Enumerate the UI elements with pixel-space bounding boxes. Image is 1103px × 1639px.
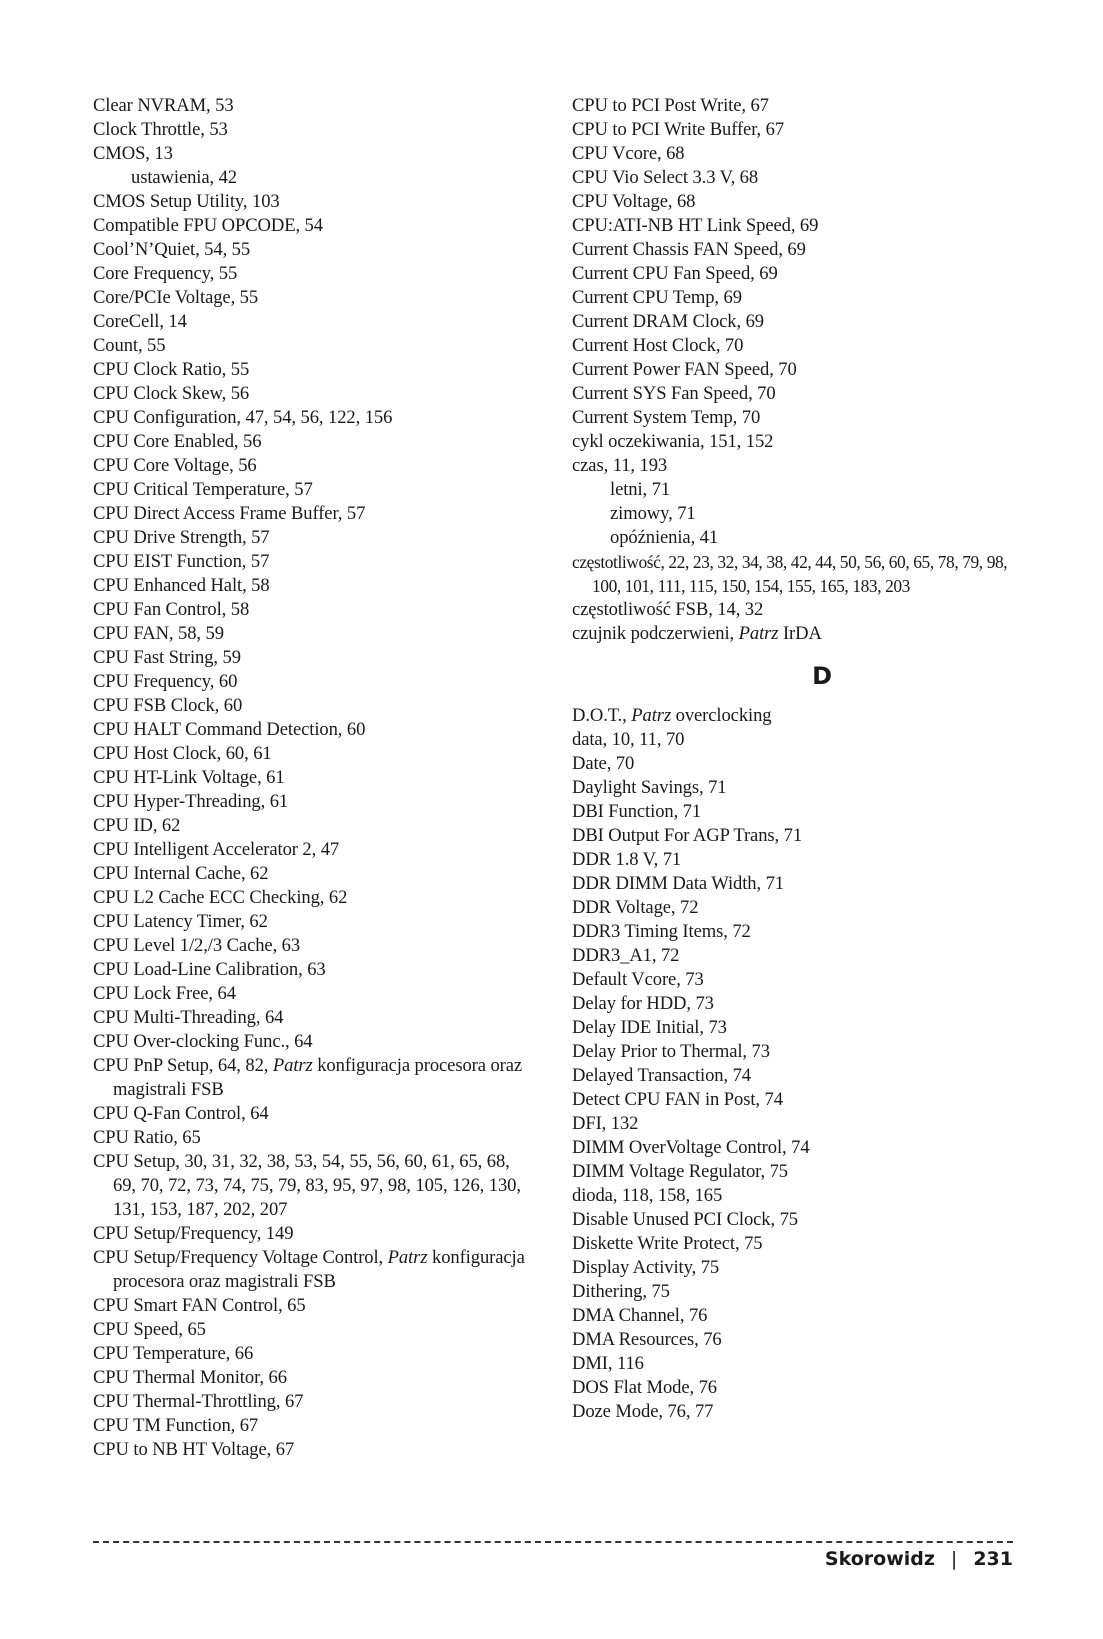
index-entry: CPU Speed, 65: [93, 1319, 206, 1340]
index-entry: CPU Over-clocking Func., 64: [93, 1031, 313, 1052]
index-entry: Core/PCIe Voltage, 55: [93, 287, 259, 308]
index-entry: CPU Multi-Threading, 64: [93, 1007, 284, 1028]
index-subentry: ustawienia, 42: [131, 167, 238, 188]
index-entry: Current DRAM Clock, 69: [572, 311, 764, 332]
section-letter-heading: D: [812, 662, 832, 690]
index-entry: DDR DIMM Data Width, 71: [572, 873, 784, 894]
index-entry: DDR3 Timing Items, 72: [572, 921, 751, 942]
index-entry: Delay Prior to Thermal, 73: [572, 1041, 770, 1062]
index-entry: DIMM Voltage Regulator, 75: [572, 1161, 788, 1182]
index-entry: DMA Channel, 76: [572, 1305, 708, 1326]
index-entry: D.O.T., Patrz overclocking: [572, 705, 772, 726]
index-entry: CPU Configuration, 47, 54, 56, 122, 156: [93, 407, 393, 428]
index-entry: CPU Setup/Frequency Voltage Control, Patrz konfiguracja procesora oraz magistrali FSB: [93, 1247, 525, 1292]
index-entry: Current Chassis FAN Speed, 69: [572, 239, 806, 260]
index-entry: Core Frequency, 55: [93, 263, 238, 284]
index-entry: Date, 70: [572, 753, 635, 774]
index-entry: CPU Level 1/2,/3 Cache, 63: [93, 935, 301, 956]
index-entry: Current Power FAN Speed, 70: [572, 359, 797, 380]
index-entry: Disable Unused PCI Clock, 75: [572, 1209, 798, 1230]
index-entry: CPU EIST Function, 57: [93, 551, 270, 572]
index-entry: CPU Q-Fan Control, 64: [93, 1103, 269, 1124]
index-entry: Delayed Transaction, 74: [572, 1065, 751, 1086]
index-entry: Current System Temp, 70: [572, 407, 761, 428]
index-entry: CPU Critical Temperature, 57: [93, 479, 313, 500]
index-entry: czujnik podczerwieni, Patrz IrDA: [572, 623, 822, 644]
index-entry: Delay for HDD, 73: [572, 993, 714, 1014]
index-subentry: opóźnienia, 41: [610, 527, 719, 548]
index-entry: Display Activity, 75: [572, 1257, 720, 1278]
index-column-left: [93, 94, 533, 1462]
see-reference: Patrz: [738, 623, 779, 644]
index-entry: Current CPU Fan Speed, 69: [572, 263, 778, 284]
footer-divider: [93, 1541, 1013, 1543]
index-entry: DFI, 132: [572, 1113, 639, 1134]
index-entry: CPU L2 Cache ECC Checking, 62: [93, 887, 348, 908]
index-entry: Dithering, 75: [572, 1281, 670, 1302]
index-entry: CPU HALT Command Detection, 60: [93, 719, 366, 740]
index-entry: CPU:ATI-NB HT Link Speed, 69: [572, 215, 819, 236]
index-entry: CPU Direct Access Frame Buffer, 57: [93, 503, 366, 524]
index-subentry: letni, 71: [610, 479, 671, 500]
index-entry: DDR 1.8 V, 71: [572, 849, 682, 870]
index-entry: DOS Flat Mode, 76: [572, 1377, 717, 1398]
index-entry: CPU Internal Cache, 62: [93, 863, 269, 884]
index-entry: DDR Voltage, 72: [572, 897, 699, 918]
index-entry: CPU Core Voltage, 56: [93, 455, 257, 476]
index-subentry: zimowy, 71: [610, 503, 696, 524]
index-entry: CPU Smart FAN Control, 65: [93, 1295, 306, 1316]
index-entry: Default Vcore, 73: [572, 969, 704, 990]
index-entry: Current Host Clock, 70: [572, 335, 744, 356]
index-entry: częstotliwość, 22, 23, 32, 34, 38, 42, 44, 50, 56, 60, 65, 78, 79, 98, 100, 101, 111, 115, 150, 154, 155, 165, 183, 203: [572, 552, 1008, 596]
index-entry: CPU Hyper-Threading, 61: [93, 791, 289, 812]
index-entry: CPU Lock Free, 64: [93, 983, 236, 1004]
index-entry: CPU Temperature, 66: [93, 1343, 254, 1364]
index-entries-c: [572, 94, 1012, 646]
index-entry: Current CPU Temp, 69: [572, 287, 742, 308]
index-entry: cykl oczekiwania, 151, 152: [572, 431, 774, 452]
see-reference: Patrz: [272, 1055, 313, 1076]
index-entry: CPU Vcore, 68: [572, 143, 685, 164]
index-entry: DBI Function, 71: [572, 801, 702, 822]
index-entry: CPU ID, 62: [93, 815, 181, 836]
index-entry: Current SYS Fan Speed, 70: [572, 383, 776, 404]
index-entry: Diskette Write Protect, 75: [572, 1233, 763, 1254]
index-entry: Daylight Savings, 71: [572, 777, 727, 798]
index-entry: czas, 11, 193: [572, 455, 668, 476]
index-entry: CPU to NB HT Voltage, 67: [93, 1439, 295, 1460]
index-entry: Detect CPU FAN in Post, 74: [572, 1089, 783, 1110]
page-number: 231: [973, 1548, 1013, 1570]
footer-separator: |: [950, 1548, 958, 1570]
index-entry: CoreCell, 14: [93, 311, 187, 332]
index-entry: CPU Thermal Monitor, 66: [93, 1367, 287, 1388]
index-entry: CPU Host Clock, 60, 61: [93, 743, 272, 764]
index-entry: CPU Load-Line Calibration, 63: [93, 959, 326, 980]
index-entry: CPU Frequency, 60: [93, 671, 238, 692]
index-entry: Clock Throttle, 53: [93, 119, 228, 140]
index-entry: CPU Setup, 30, 31, 32, 38, 53, 54, 55, 56, 60, 61, 65, 68, 69, 70, 72, 73, 74, 75, 79, 83, 95, 97, 98, 105, 126, 130, 131, 153, 187, 202, 207: [93, 1151, 521, 1220]
index-entry: DBI Output For AGP Trans, 71: [572, 825, 803, 846]
index-entry: CPU Intelligent Accelerator 2, 47: [93, 839, 340, 860]
index-entry: CPU Latency Timer, 62: [93, 911, 268, 932]
index-entry: CPU PnP Setup, 64, 82, Patrz konfiguracja procesora oraz magistrali FSB: [93, 1055, 523, 1100]
index-entry: DMA Resources, 76: [572, 1329, 722, 1350]
index-entry: DIMM OverVoltage Control, 74: [572, 1137, 810, 1158]
see-reference: Patrz: [631, 705, 672, 726]
index-entry: CPU TM Function, 67: [93, 1415, 259, 1436]
index-entry: CPU Ratio, 65: [93, 1127, 201, 1148]
page-footer: [825, 1548, 1013, 1570]
index-entry: CPU Core Enabled, 56: [93, 431, 262, 452]
index-entry: CPU Fan Control, 58: [93, 599, 250, 620]
footer-label: Skorowidz: [824, 1548, 935, 1570]
index-entry: CMOS, 13: [93, 143, 173, 164]
index-entry: Compatible FPU OPCODE, 54: [93, 215, 323, 236]
index-entries-d: [572, 704, 1012, 1424]
index-column-right: [572, 94, 1012, 1424]
index-entry: CPU Enhanced Halt, 58: [93, 575, 270, 596]
index-entry: CPU FAN, 58, 59: [93, 623, 224, 644]
index-entry: CPU Clock Skew, 56: [93, 383, 250, 404]
index-entry: Count, 55: [93, 335, 166, 356]
index-entry: CPU to PCI Write Buffer, 67: [572, 119, 785, 140]
index-entry: CMOS Setup Utility, 103: [93, 191, 280, 212]
index-entry: CPU Drive Strength, 57: [93, 527, 270, 548]
see-reference: Patrz: [387, 1247, 428, 1268]
index-entry: Delay IDE Initial, 73: [572, 1017, 727, 1038]
index-entry: data, 10, 11, 70: [572, 729, 685, 750]
index-entry: Clear NVRAM, 53: [93, 95, 234, 116]
index-entry: CPU Vio Select 3.3 V, 68: [572, 167, 759, 188]
index-entry: DMI, 116: [572, 1353, 644, 1374]
index-entry: CPU FSB Clock, 60: [93, 695, 243, 716]
index-entry: DDR3_A1, 72: [572, 945, 680, 966]
index-entry: CPU Clock Ratio, 55: [93, 359, 250, 380]
index-entry: CPU Setup/Frequency, 149: [93, 1223, 294, 1244]
index-entry: CPU to PCI Post Write, 67: [572, 95, 769, 116]
index-entry: Doze Mode, 76, 77: [572, 1401, 714, 1422]
index-entry: CPU Thermal-Throttling, 67: [93, 1391, 304, 1412]
index-entry: częstotliwość FSB, 14, 32: [572, 599, 764, 620]
index-entry: dioda, 118, 158, 165: [572, 1185, 723, 1206]
index-entry: CPU HT-Link Voltage, 61: [93, 767, 285, 788]
index-entry: Cool’N’Quiet, 54, 55: [93, 239, 251, 260]
index-entry: CPU Voltage, 68: [572, 191, 696, 212]
index-entry: CPU Fast String, 59: [93, 647, 241, 668]
